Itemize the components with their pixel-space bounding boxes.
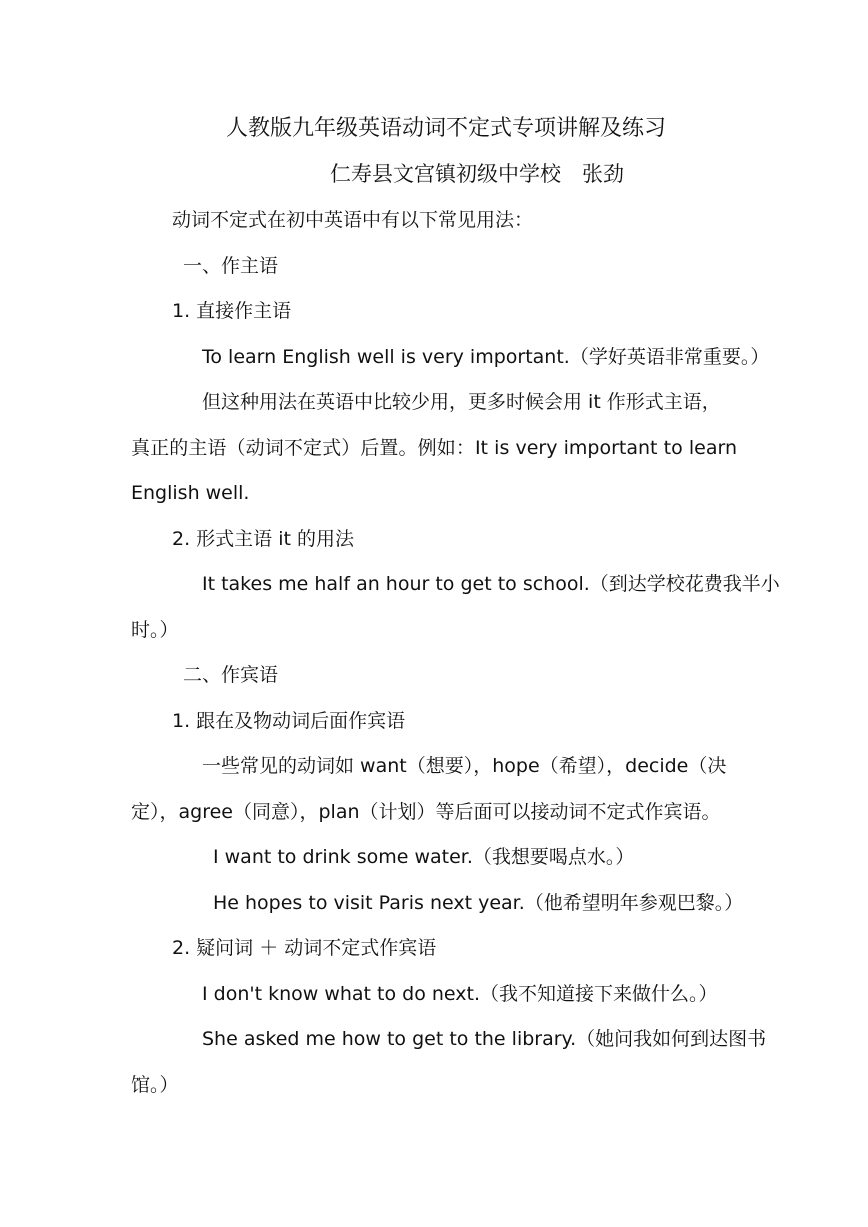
section-2-sub-1-explain-line-1: 一些常见的动词如 want（想要），hope（希望），decide（决	[202, 755, 727, 777]
section-2-sub-2-heading: 2. 疑问词 ＋ 动词不定式作宾语	[172, 937, 437, 959]
intro-paragraph: 动词不定式在初中英语中有以下常见用法：	[172, 209, 534, 231]
section-1-sub-2-heading: 2. 形式主语 it 的用法	[172, 528, 354, 550]
section-1-sub-1-explain-line-3: English well.	[131, 482, 250, 504]
section-2-sub-2-example-2-line-1: She asked me how to get to the library.（她问我如何到达图书	[202, 1028, 767, 1050]
section-2-sub-1-heading: 1. 跟在及物动词后面作宾语	[172, 710, 406, 732]
section-1-sub-2-example-line-1: It takes me half an hour to get to school.（到达学校花费我半小	[202, 573, 780, 595]
section-1-heading: 一、作主语	[183, 255, 279, 277]
document-title: 人教版九年级英语动词不定式专项讲解及练习	[226, 116, 667, 141]
section-2-sub-1-example-1: I want to drink some water.（我想要喝点水。）	[213, 846, 635, 868]
section-2-sub-2-example-2-line-2: 馆。）	[131, 1074, 179, 1096]
section-2-heading: 二、作宾语	[183, 664, 279, 686]
section-1-sub-1-explain-line-1: 但这种用法在英语中比较少用，更多时候会用 it 作形式主语，	[202, 391, 721, 413]
section-2-sub-2-example-1: I don't know what to do next.（我不知道接下来做什么。）	[202, 983, 718, 1005]
section-1-sub-1-example: To learn English well is very important.（学好英语非常重要。）	[202, 346, 770, 368]
section-2-sub-1-explain-line-2: 定），agree（同意），plan（计划）等后面可以接动词不定式作宾语。	[131, 801, 721, 823]
document-author: 仁寿县文宫镇初级中学校 张劲	[330, 162, 624, 186]
section-1-sub-2-example-line-2: 时。）	[131, 619, 179, 641]
section-1-sub-1-heading: 1. 直接作主语	[172, 300, 292, 322]
section-1-sub-1-explain-line-2: 真正的主语（动词不定式）后置。例如：It is very important to learn	[131, 437, 737, 459]
section-2-sub-1-example-2: He hopes to visit Paris next year.（他希望明年参观巴黎。）	[213, 892, 744, 914]
